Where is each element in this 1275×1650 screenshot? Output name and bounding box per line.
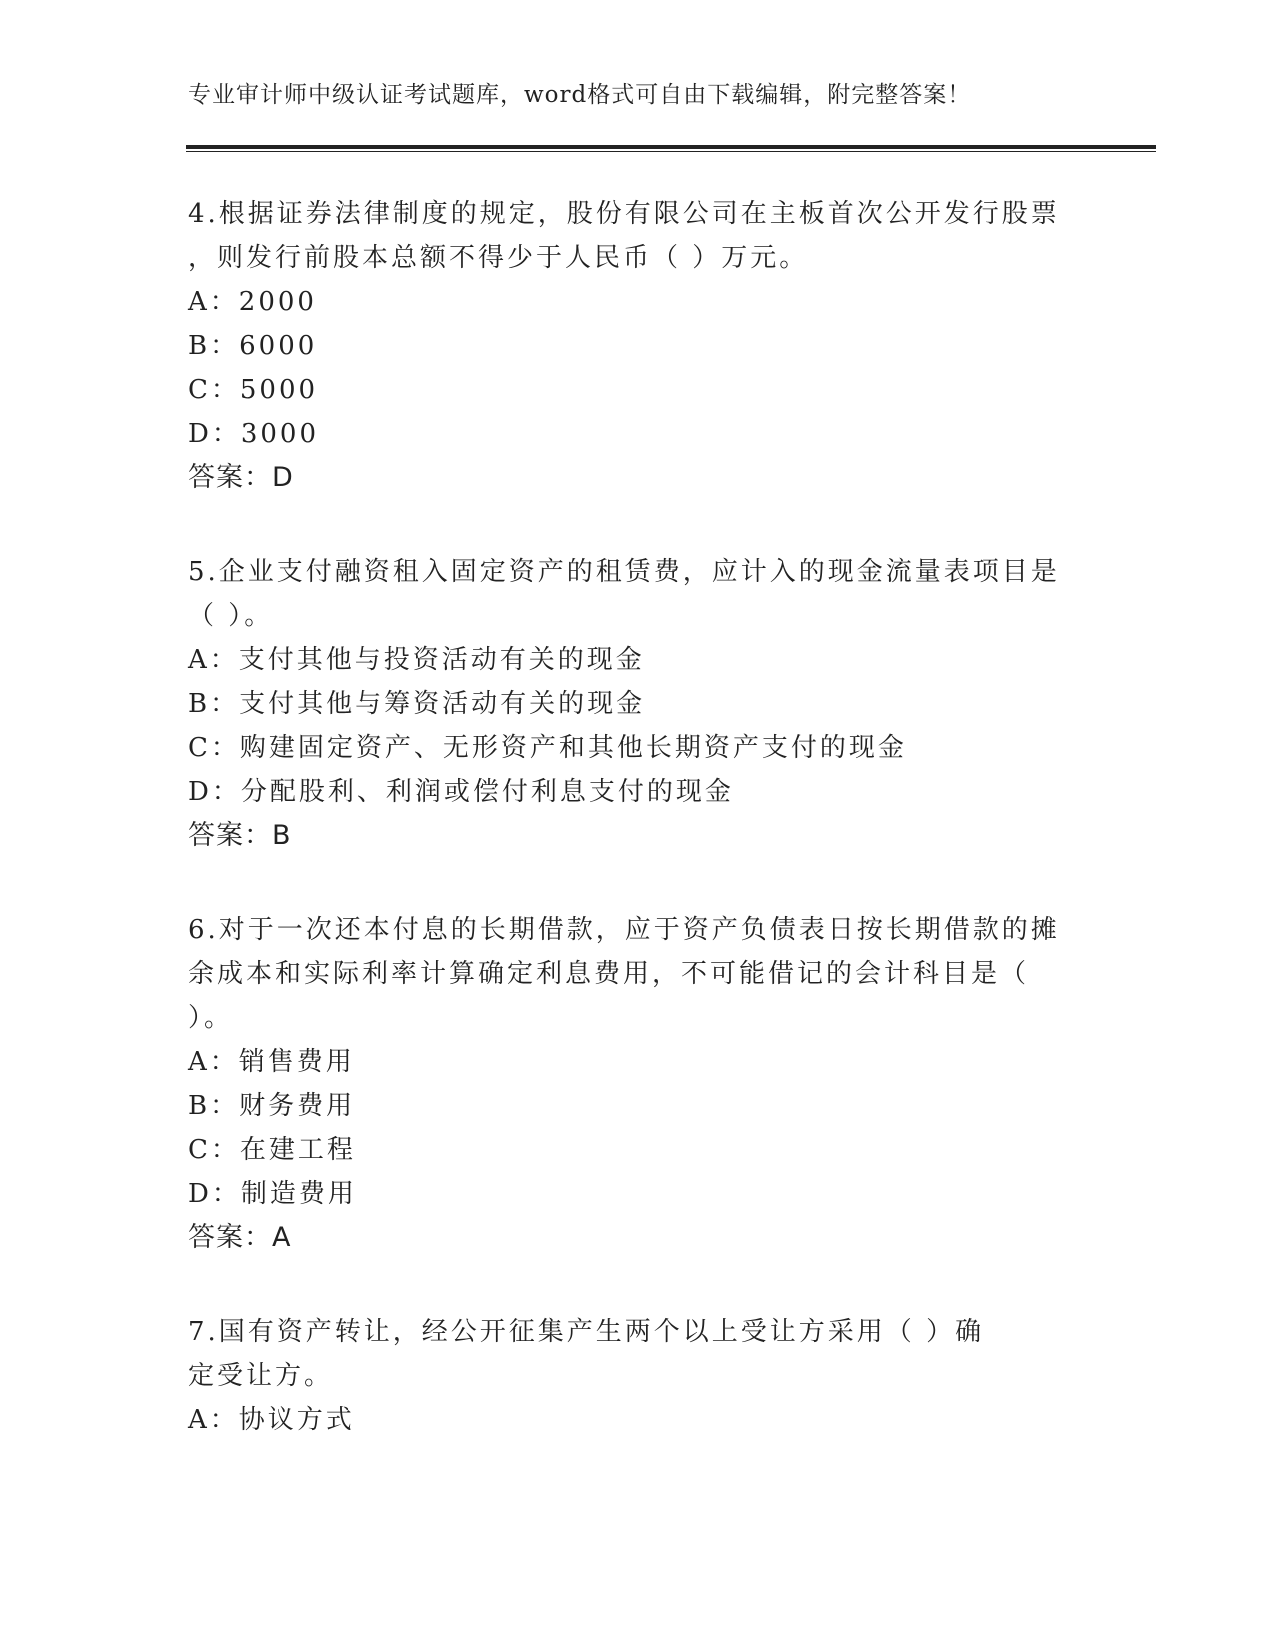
question-6-option-d: D：制造费用 (188, 1179, 357, 1209)
question-7-text-line-2: 定受让方。 (188, 1361, 334, 1391)
question-6-option-c: C：在建工程 (188, 1135, 356, 1165)
question-6-text-line-3: ）。 (188, 1003, 234, 1033)
question-4-answer: 答案：D (188, 462, 294, 493)
header-rule-thick (186, 145, 1156, 149)
question-6-answer: 答案：A (188, 1222, 292, 1253)
question-4-text-line-1: 4.根据证券法律制度的规定，股份有限公司在主板首次公开发行股票 (188, 199, 1060, 229)
question-4-option-a: A：2000 (188, 287, 317, 317)
question-5-option-a: A：支付其他与投资活动有关的现金 (188, 645, 645, 675)
question-6-text-line-2: 余成本和实际利率计算确定利息费用，不可能借记的会计科目是（ (188, 959, 1030, 989)
question-4-option-b: B：6000 (188, 331, 318, 361)
question-5-option-b: B：支付其他与筹资活动有关的现金 (188, 689, 646, 719)
question-4-option-c: C：5000 (188, 375, 319, 405)
question-7-text-line-1: 7.国有资产转让，经公开征集产生两个以上受让方采用（ ）确 (188, 1317, 985, 1347)
question-5-text-line-2: （ ）。 (188, 601, 274, 631)
question-4-text-line-2: ，则发行前股本总额不得少于人民币（ ）万元。 (188, 243, 809, 273)
question-5-option-c: C：购建固定资产、无形资产和其他长期资产支付的现金 (188, 733, 907, 763)
question-5-answer: 答案：B (188, 820, 292, 851)
page-header: 专业审计师中级认证考试题库，word格式可自由下载编辑，附完整答案！ (188, 82, 972, 108)
header-rule-thin (186, 151, 1156, 152)
question-6-option-a: A：销售费用 (188, 1047, 355, 1077)
question-4-option-d: D：3000 (188, 419, 320, 449)
question-6-option-b: B：财务费用 (188, 1091, 356, 1121)
question-5-option-d: D：分配股利、利润或偿付利息支付的现金 (188, 777, 734, 807)
question-7-option-a: A：协议方式 (188, 1405, 355, 1435)
question-6-text-line-1: 6.对于一次还本付息的长期借款，应于资产负债表日按长期借款的摊 (188, 915, 1060, 945)
question-5-text-line-1: 5.企业支付融资租入固定资产的租赁费，应计入的现金流量表项目是 (188, 557, 1060, 587)
